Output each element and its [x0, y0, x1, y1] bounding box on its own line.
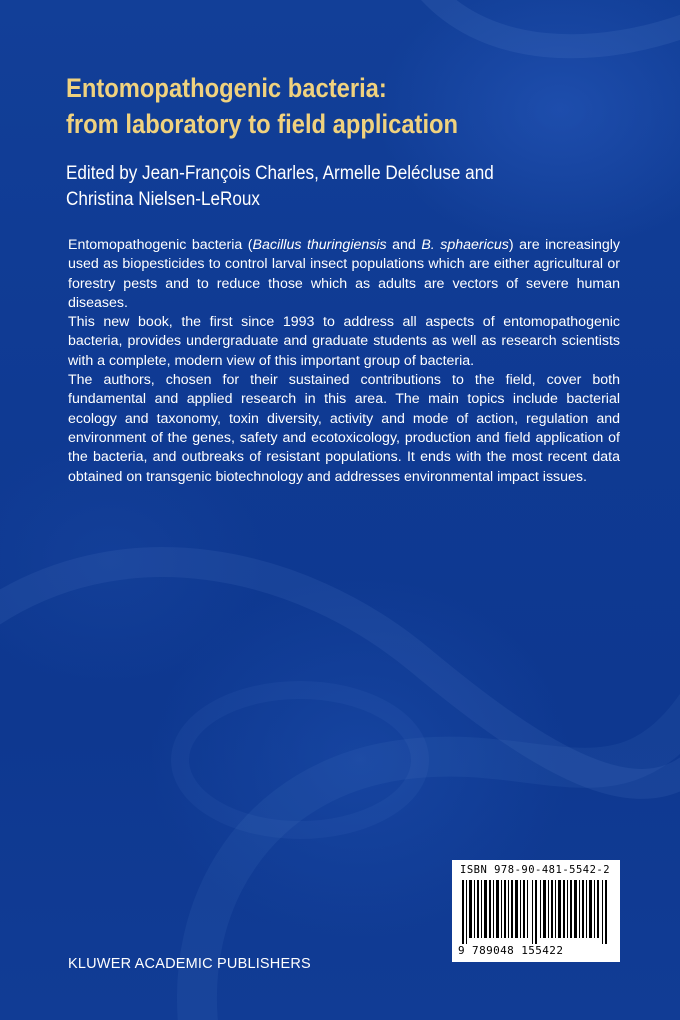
editors-line-2: Christina Nielsen-LeRoux: [66, 189, 260, 210]
book-description: [68, 236, 620, 487]
editors-line-1: Edited by Jean-François Charles, Armelle Delécluse and: [66, 163, 494, 184]
description-paragraph-2: This new book, the first since 1993 to address all aspects of entomopathogenic bacteria, provides undergraduate and graduate students as well as research scientists with a complete, modern view of this important group of bacteria.: [68, 314, 620, 369]
publisher-name: KLUWER ACADEMIC PUBLISHERS: [68, 956, 311, 972]
editors: [66, 161, 494, 213]
title-line-1: Entomopathogenic bacteria:: [66, 73, 387, 103]
title-line-2: from laboratory to field application: [66, 109, 459, 139]
isbn-text: ISBN 978-90-481-5542-2: [460, 864, 611, 876]
barcode-bars: [462, 880, 610, 944]
isbn-barcode: [452, 860, 620, 962]
description-paragraph-1: Entomopathogenic bacteria (Bacillus thuringiensis and B. sphaericus) are increasingly used as biopesticides to control larval insect populations which are either agricultural or forestry pests and to reduce those which as adults are vectors of severe human diseases.: [68, 237, 621, 311]
description-paragraph-3: The authors, chosen for their sustained contributions to the field, cover both fundamental and applied research in this area. The main topics include bacterial ecology and taxonomy, toxin diversity, activity and mode of action, regulation and environment of the genes, safety and ecotoxicology, production and field application of the bacteria, and outbreaks of resistant populations. It ends with the most recent data obtained on transgenic biotechnology and addresses environmental impact issues.: [68, 372, 620, 485]
barcode-number: 9 789048 155422: [458, 944, 564, 957]
book-title: [66, 70, 458, 142]
